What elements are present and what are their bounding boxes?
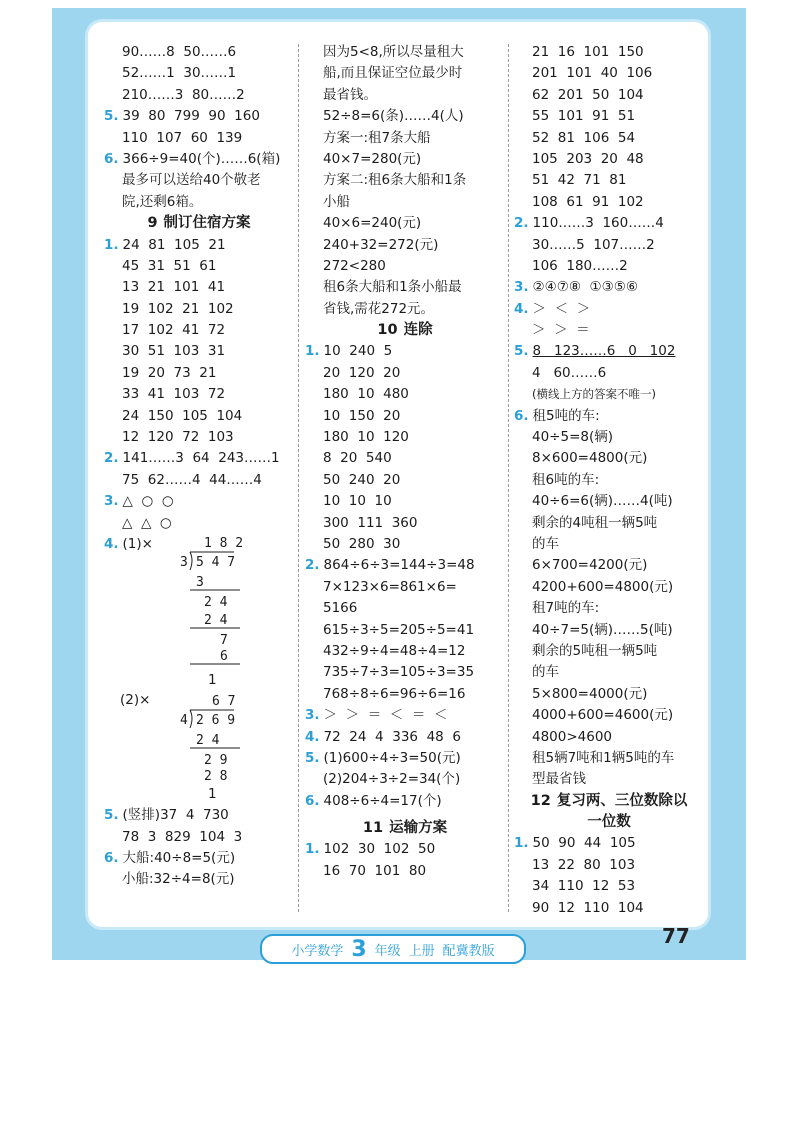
question-number: 6. <box>104 150 119 167</box>
answer-line: 20 120 20 <box>323 364 401 381</box>
question-number: 5. <box>104 108 119 125</box>
section-heading-cont: 一位数 <box>587 814 631 831</box>
divisor: 4 <box>180 712 188 728</box>
answer-line: 10 10 10 <box>323 493 392 510</box>
division-step: 2 4 <box>204 613 228 629</box>
answer-line: 735÷7÷3=105÷3=35 <box>323 664 475 681</box>
answer-line: 432÷9÷4=48÷4=12 <box>323 642 466 659</box>
answer-line: 21 16 101 150 <box>532 44 644 60</box>
answer-line: 106 180……2 <box>532 257 628 274</box>
answer-line: △ ○ ○ <box>122 493 174 510</box>
answer-line: 34 110 12 53 <box>532 878 636 895</box>
answer-line: 8 20 540 <box>323 450 392 467</box>
part-label: (1)× <box>122 535 153 552</box>
question-number: 1. <box>514 835 529 852</box>
answer-line: 40×7=280(元) <box>323 150 422 167</box>
answer-line: 方案一:租7条大船 <box>323 129 431 146</box>
answer-line: 180 10 120 <box>323 429 409 446</box>
answer-line: 33 41 103 72 <box>122 386 226 403</box>
answer-line: 8 123……6 0 102 <box>532 343 676 360</box>
answer-line: 6×700=4200(元) <box>532 557 648 574</box>
question-number: 3. <box>514 279 529 296</box>
question-number: 5. <box>104 807 119 824</box>
answer-line: 租7吨的车: <box>532 600 600 617</box>
answer-line: 院,还剩6箱。 <box>122 193 203 210</box>
answer-line: 13 22 80 103 <box>532 856 636 873</box>
answer-line: △ △ ○ <box>122 514 172 531</box>
answer-line: ＞ ＜ ＞ <box>532 300 591 317</box>
question-number: 5. <box>514 343 529 360</box>
answer-line: 12 120 72 103 <box>122 429 234 446</box>
answer-line: 的车 <box>532 664 559 681</box>
answer-line: 102 30 102 50 <box>323 841 436 858</box>
answer-line: 7×123×6=861×6= <box>323 578 457 595</box>
answer-line: 300 111 360 <box>323 514 418 531</box>
answer-line: 105 203 20 48 <box>532 150 644 167</box>
answer-line: 剩余的5吨租一辆5吨 <box>532 642 658 659</box>
answer-line: 省钱,需花272元。 <box>323 300 435 317</box>
answer-line: 10 150 20 <box>323 407 401 424</box>
column-divider <box>508 44 509 912</box>
question-number: 3. <box>104 493 119 510</box>
answer-line: 4800>4600 <box>532 728 613 745</box>
answer-line: 最省钱。 <box>323 86 377 103</box>
part-label: (2)× <box>120 691 151 708</box>
question-number: 3. <box>305 707 320 724</box>
answer-line: 30 51 103 31 <box>122 343 226 360</box>
question-number: 1. <box>104 236 119 253</box>
footer-subject: 小学数学 <box>291 943 344 959</box>
answer-line: 272<280 <box>323 257 386 274</box>
question-number: 4. <box>305 728 320 745</box>
section-heading: 10 连除 <box>377 322 433 339</box>
answer-line: 50 240 20 <box>323 471 401 488</box>
footer-grade-number: 3 <box>351 936 367 962</box>
answer-line: 方案二:租6条大船和1条 <box>323 172 467 189</box>
answer-line: 4000+600=4600(元) <box>532 707 674 724</box>
division-step: 6 <box>220 649 228 665</box>
answer-column-2 <box>305 42 505 882</box>
question-number: 6. <box>514 407 529 424</box>
answer-line: 40÷7=5(辆)……5(吨) <box>532 621 673 638</box>
answer-line: 408÷6÷4=17(个) <box>323 792 442 809</box>
question-number: 6. <box>104 849 119 866</box>
question-number: 4. <box>514 300 529 317</box>
answer-line: 366÷9=40(个)……6(箱) <box>122 150 281 167</box>
answer-line: 180 10 480 <box>323 386 409 403</box>
answer-line: 51 42 71 81 <box>532 172 627 189</box>
page-number: 77 <box>662 924 690 948</box>
answer-line: 201 101 40 106 <box>532 65 653 82</box>
answer-line: (1)600÷4÷3=50(元) <box>323 749 461 766</box>
question-number: 2. <box>305 557 320 574</box>
answer-line: 110……3 160……4 <box>532 215 664 232</box>
footer-term: 上册 <box>408 943 435 959</box>
division-remainder: 1 <box>208 785 217 802</box>
answer-line: 240+32=272(元) <box>323 236 439 253</box>
division-remainder: 1 <box>208 672 217 689</box>
division-step: 7 <box>220 633 228 649</box>
answer-line: 大船:40÷8=5(元) <box>122 849 236 866</box>
answer-line: 19 102 21 102 <box>122 300 234 317</box>
footer-grade: 年级 <box>374 943 401 959</box>
answer-line: 因为5<8,所以尽量租大 <box>323 44 464 60</box>
question-number: 1. <box>305 841 320 858</box>
answer-line: 40÷5=8(辆) <box>532 429 614 446</box>
answer-line: 90 12 110 104 <box>532 899 644 916</box>
answer-line: 75 62……4 44……4 <box>122 471 262 488</box>
dividend: 2 6 9 <box>196 712 236 728</box>
long-division-2 <box>120 692 294 784</box>
answer-line: 小船:32÷4=8(元) <box>122 871 235 888</box>
question-number: 2. <box>514 215 529 232</box>
answer-line: 8×600=4800(元) <box>532 450 648 467</box>
answer-line: 50 280 30 <box>323 535 401 552</box>
answer-line: 最多可以送给40个敬老 <box>122 172 261 189</box>
answer-line: 864÷6÷3=144÷3=48 <box>323 557 475 574</box>
quotient: 1 8 2 <box>204 536 244 552</box>
book-footer-badge <box>260 934 526 964</box>
answer-line: 小船 <box>323 193 350 210</box>
answer-line: 船,而且保证空位最少时 <box>323 65 463 82</box>
answer-line: 型最省钱 <box>532 771 586 788</box>
answer-line: 24 150 105 104 <box>122 407 243 424</box>
answer-line: 租6吨的车: <box>532 471 600 488</box>
footer-edition: 配冀教版 <box>442 943 495 959</box>
answer-line: 5×800=4000(元) <box>532 685 648 702</box>
answer-column-3 <box>514 42 704 919</box>
answer-line: 52……1 30……1 <box>122 65 237 82</box>
answer-line: 108 61 91 102 <box>532 193 644 210</box>
answer-line: 72 24 4 336 48 6 <box>323 728 461 745</box>
answer-line: 40÷6=6(辆)……4(吨) <box>532 493 673 510</box>
answer-line: 55 101 91 51 <box>532 108 636 125</box>
division-step: 3 <box>196 575 204 591</box>
answer-line: 52 81 106 54 <box>532 129 636 146</box>
answer-line: 110 107 60 139 <box>122 129 243 146</box>
answer-line: 615÷3÷5=205÷5=41 <box>323 621 475 638</box>
section-heading: 11 运输方案 <box>362 820 448 837</box>
answer-line: 141……3 64 243……1 <box>122 450 280 467</box>
section-heading: 9 制订住宿方案 <box>147 215 251 232</box>
answer-line: 62 201 50 104 <box>532 86 644 103</box>
answer-line: (2)204÷3÷2=34(个) <box>323 771 461 788</box>
division-step: 2 8 <box>204 768 228 784</box>
answer-line: ＞ ＞ ＝ ＜ ＝ ＜ <box>323 707 448 724</box>
answer-line: 52÷8=6(条)……4(人) <box>323 108 464 125</box>
answer-line: 210……3 80……2 <box>122 86 245 103</box>
division-step: 2 4 <box>204 595 228 611</box>
answer-line: 24 81 105 21 <box>122 236 226 253</box>
answer-line: ＞ ＞ ＝ <box>532 322 590 339</box>
answer-line: 45 31 51 61 <box>122 257 217 274</box>
answer-line: 50 90 44 105 <box>532 835 636 852</box>
answer-line: 剩余的4吨租一辆5吨 <box>532 514 658 531</box>
question-number: 1. <box>305 343 320 360</box>
answer-column-1 <box>104 42 294 891</box>
answer-line: 的车 <box>532 535 559 552</box>
question-number: 6. <box>305 792 320 809</box>
answer-line: 16 70 101 80 <box>323 862 427 879</box>
question-number: 2. <box>104 450 119 467</box>
answer-line: 租5吨的车: <box>532 407 600 424</box>
answer-note: (横线上方的答案不唯一) <box>532 387 656 402</box>
answer-line: 5166 <box>323 600 358 617</box>
divisor: 3 <box>180 555 188 571</box>
answer-line: 4200+600=4800(元) <box>532 578 674 595</box>
answer-line: 768÷8÷6=96÷6=16 <box>323 685 466 702</box>
answer-line: 40×6=240(元) <box>323 215 422 232</box>
division-step: 2 4 <box>196 732 220 748</box>
dividend: 5 4 7 <box>196 555 236 571</box>
column-divider <box>298 44 299 912</box>
long-division-1 <box>120 534 294 670</box>
section-heading: 12 复习两、三位数除以 <box>530 792 688 809</box>
answer-line: 租6条大船和1条小船最 <box>323 279 462 296</box>
answer-line: (竖排)37 4 730 <box>122 807 229 824</box>
answer-line: 13 21 101 41 <box>122 279 226 296</box>
answer-line: 4 60……6 <box>532 364 607 381</box>
division-step: 2 9 <box>204 752 228 768</box>
answer-line: 90……8 50……6 <box>122 44 237 60</box>
answer-line: 78 3 829 104 3 <box>122 828 243 845</box>
answer-line: 租5辆7吨和1辆5吨的车 <box>532 749 675 766</box>
answer-line: 39 80 799 90 160 <box>122 108 260 125</box>
question-number: 5. <box>305 749 320 766</box>
answer-line: 10 240 5 <box>323 343 393 360</box>
answer-line: 19 20 73 21 <box>122 364 217 381</box>
answer-line: 30……5 107……2 <box>532 236 655 253</box>
answer-line: 17 102 41 72 <box>122 322 226 339</box>
answer-line: ②④⑦⑧ ①③⑤⑥ <box>532 279 638 296</box>
quotient: 6 7 <box>212 693 236 709</box>
question-number: 4. <box>104 535 119 552</box>
